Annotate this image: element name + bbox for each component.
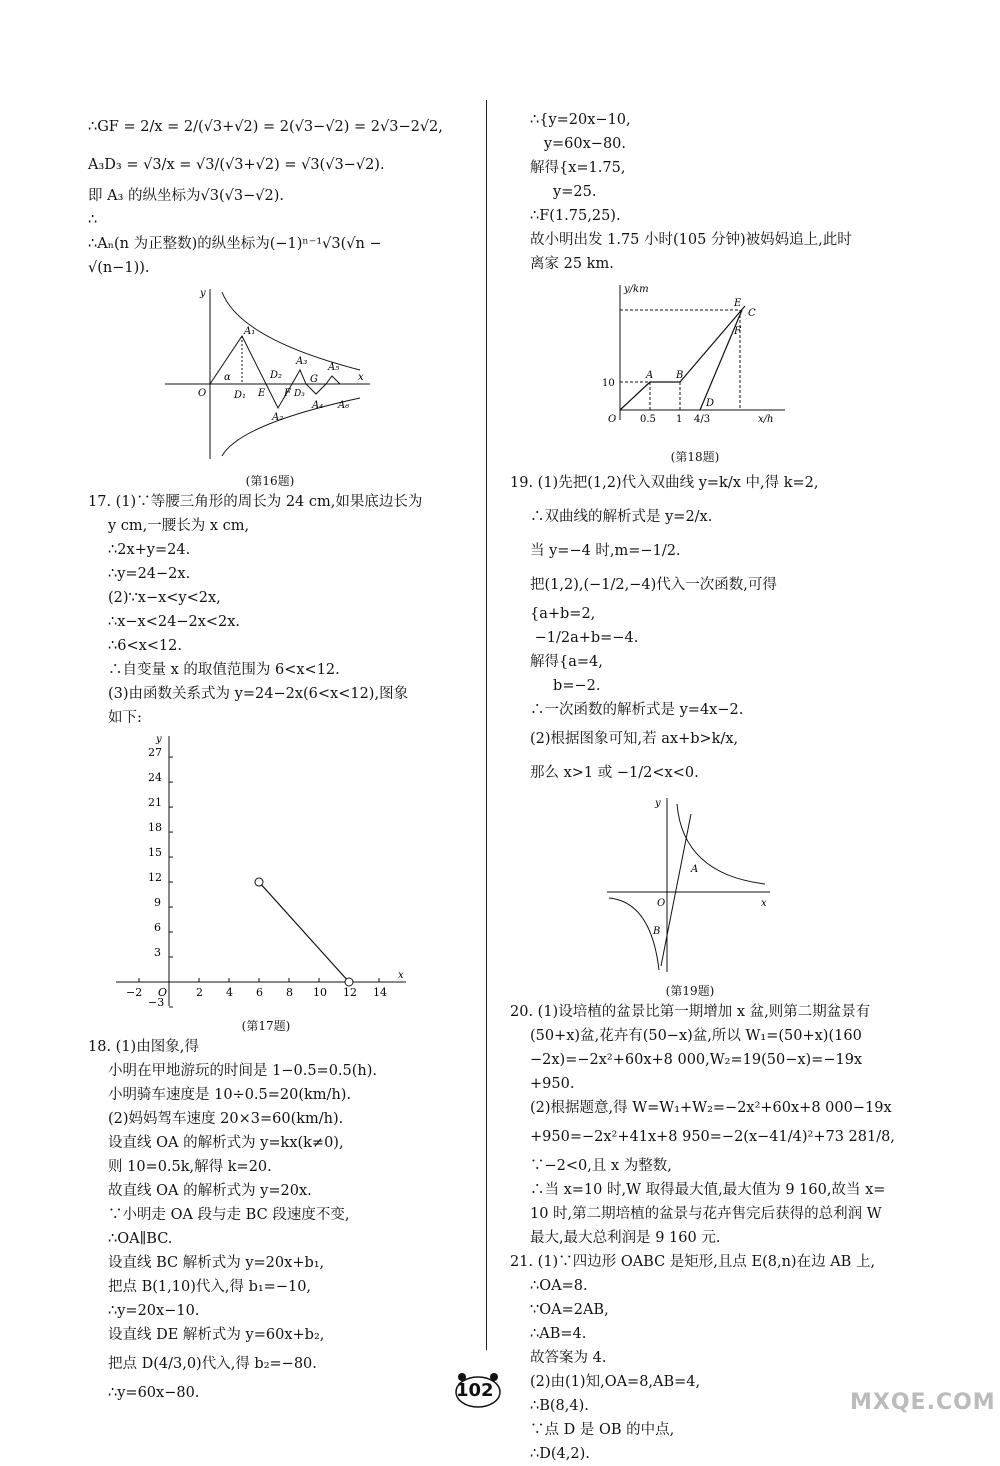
text-line: (2)由(1)知,OA=8,AB=4, bbox=[530, 1374, 701, 1390]
fig17-xtick: −2 bbox=[126, 986, 143, 999]
text-line: 则 10=0.5k,解得 k=20. bbox=[108, 1159, 272, 1175]
fig17-ytick: −3 bbox=[148, 996, 165, 1009]
fig16-label: O bbox=[198, 388, 207, 399]
text-line: 21. (1)∵四边形 OABC 是矩形,且点 E(8,n)在边 AB 上, bbox=[510, 1254, 876, 1270]
text-line: √(n−1)). bbox=[88, 260, 150, 276]
text-line: 那么 x>1 或 −1/2<x<0. bbox=[530, 765, 699, 781]
text-line: ∴双曲线的解析式是 y=2/x. bbox=[530, 509, 713, 525]
fig17-xtick: 6 bbox=[256, 986, 263, 999]
text-line: ∴x−x<24−2x<2x. bbox=[108, 614, 241, 630]
fig17-ytick: 18 bbox=[148, 821, 162, 834]
fig17-xtick: 12 bbox=[343, 986, 357, 999]
fig16-label: E bbox=[258, 388, 266, 399]
fig18-label: 1 bbox=[676, 414, 683, 425]
fig17-graph bbox=[116, 734, 416, 1009]
fig17-ytick: 21 bbox=[148, 796, 162, 809]
text-line: 把(1,2),(−1/2,−4)代入一次函数,可得 bbox=[530, 577, 777, 593]
text-line: ∴自变量 x 的取值范围为 6<x<12. bbox=[108, 662, 340, 678]
text-line: 设直线 DE 解析式为 y=60x+b₂, bbox=[108, 1327, 325, 1343]
fig16-label: A₃ bbox=[296, 356, 308, 367]
fig17-caption: (第17题) bbox=[241, 1019, 291, 1033]
text-line: 当 y=−4 时,m=−1/2. bbox=[530, 543, 681, 559]
fig19-label: y bbox=[655, 798, 661, 809]
figure-16 bbox=[160, 284, 476, 490]
fig17-xtick: O bbox=[158, 986, 168, 999]
fig17-line-segment bbox=[259, 882, 349, 982]
text-line: ∴F(1.75,25). bbox=[530, 208, 621, 224]
right-column bbox=[510, 108, 905, 1466]
fig18-label: 10 bbox=[602, 378, 615, 389]
text-line: 把点 D(4/3,0)代入,得 b₂=−80. bbox=[108, 1356, 317, 1372]
text-line: ∴当 x=10 时,W 取得最大值,最大值为 9 160,故当 x= bbox=[530, 1182, 886, 1198]
fig17-ytick: 9 bbox=[154, 896, 161, 909]
fig17-open-endpoint bbox=[255, 878, 263, 886]
fig18-label: 4/3 bbox=[694, 414, 711, 425]
text-line: 20. (1)设培植的盆景比第一期增加 x 盆,则第二期盆景有 bbox=[510, 1004, 871, 1020]
text-line: −1/2a+b=−4. bbox=[530, 630, 639, 646]
fig17-ytick: 6 bbox=[154, 921, 161, 934]
fig18-label: C bbox=[748, 308, 756, 319]
fig16-label: A₂ bbox=[272, 412, 284, 423]
text-line: 18. (1)由图象,得 bbox=[88, 1039, 199, 1055]
page-number-text: 102 bbox=[456, 1380, 494, 1401]
fig17-xtick: 4 bbox=[226, 986, 233, 999]
figure-18 bbox=[600, 280, 905, 466]
text-line: (2)根据题意,得 W=W₁+W₂=−2x²+60x+8 000−19x bbox=[530, 1100, 892, 1116]
text-line: ∴ bbox=[88, 212, 98, 228]
text-line: (2)∵x−x<y<2x, bbox=[108, 590, 221, 606]
fig17-xtick: 14 bbox=[373, 986, 387, 999]
text-line: 解得{x=1.75, bbox=[530, 160, 626, 176]
text-line: ∵OA=2AB, bbox=[530, 1302, 609, 1318]
fig16-label: A₁ bbox=[244, 326, 256, 337]
text-line: 即 A₃ 的纵坐标为√3(√3−√2). bbox=[88, 188, 284, 204]
text-line: y=60x−80. bbox=[530, 136, 627, 152]
text-line: (2)根据图象可知,若 ax+b>k/x, bbox=[530, 731, 739, 747]
fig19-label: B bbox=[653, 926, 661, 937]
column-divider bbox=[486, 100, 487, 1350]
text-line: 故答案为 4. bbox=[530, 1350, 607, 1366]
text-line: ∴OA∥BC. bbox=[108, 1231, 173, 1247]
text-line: 10 时,第二期培植的盆景与花卉售完后获得的总利润 W bbox=[530, 1206, 882, 1222]
text-line: ∴y=20x−10. bbox=[108, 1303, 200, 1319]
text-line: ∴y=24−2x. bbox=[108, 566, 191, 582]
fig17-ytick: 12 bbox=[148, 871, 162, 884]
text-line: ∴B(8,4). bbox=[530, 1398, 589, 1414]
text-line: 如下: bbox=[108, 710, 142, 726]
text-line: ∴2x+y=24. bbox=[108, 542, 191, 558]
left-column bbox=[88, 108, 476, 1405]
fig17-ytick: 27 bbox=[148, 746, 162, 759]
text-line: ∵点 D 是 OB 的中点, bbox=[530, 1422, 675, 1438]
text-line: +950=−2x²+41x+8 950=−2(x−41/4)²+73 281/8, bbox=[530, 1129, 895, 1145]
fig18-label: y/km bbox=[624, 284, 649, 295]
fig17-xtick: 10 bbox=[313, 986, 327, 999]
fig16-label: α bbox=[224, 372, 231, 383]
fig16-label: D₁ bbox=[234, 390, 247, 401]
fig18-graph bbox=[600, 280, 790, 440]
text-line: 故直线 OA 的解析式为 y=20x. bbox=[108, 1183, 312, 1199]
text-line: ∵小明走 OA 段与走 BC 段速度不变, bbox=[108, 1207, 350, 1223]
fig18-label: F bbox=[734, 326, 741, 337]
fig18-label: D bbox=[706, 398, 715, 409]
fig18-label: 0.5 bbox=[640, 414, 656, 425]
fig17-ytick: 3 bbox=[154, 946, 161, 959]
fig17-xtick: 2 bbox=[196, 986, 203, 999]
text-line: ∴D(4,2). bbox=[530, 1446, 590, 1462]
text-line: 小明骑车速度是 10÷0.5=20(km/h). bbox=[108, 1087, 352, 1103]
text-line: +950. bbox=[530, 1076, 575, 1092]
text-line: b=−2. bbox=[530, 678, 601, 694]
fig16-graph bbox=[160, 284, 380, 464]
text-line: 17. (1)∵等腰三角形的周长为 24 cm,如果底边长为 bbox=[88, 494, 423, 510]
text-line: ∴AB=4. bbox=[530, 1326, 587, 1342]
fig18-label: x/h bbox=[758, 414, 774, 425]
text-line: {a+b=2, bbox=[530, 606, 596, 622]
fig18-label: O bbox=[608, 414, 617, 425]
watermark: MXQE.COM bbox=[850, 1390, 996, 1415]
text-line: 解得{a=4, bbox=[530, 654, 603, 670]
fig16-label: x bbox=[358, 372, 364, 383]
text-line: 设直线 OA 的解析式为 y=kx(k≠0), bbox=[108, 1135, 344, 1151]
text-line: (2)妈妈驾车速度 20×3=60(km/h). bbox=[108, 1111, 344, 1127]
fig17-axis-y: y bbox=[156, 734, 162, 745]
text-line: A₃D₃ = √3/x = √3/(√3+√2) = √3(√3−√2). bbox=[88, 157, 385, 173]
fig16-label: G bbox=[310, 374, 318, 385]
text-line: 离家 25 km. bbox=[530, 256, 614, 272]
fig16-label: y bbox=[200, 288, 206, 299]
page-number bbox=[452, 1372, 512, 1412]
fig16-label: D₃ bbox=[294, 389, 305, 399]
fig19-label: A bbox=[691, 864, 699, 875]
fig16-label: A₄ bbox=[312, 400, 324, 411]
text-line: ∴OA=8. bbox=[530, 1278, 588, 1294]
figure-17 bbox=[116, 734, 476, 1035]
fig17-axis-x: x bbox=[398, 970, 404, 981]
fig18-label: B bbox=[676, 370, 684, 381]
text-line: 19. (1)先把(1,2)代入双曲线 y=k/x 中,得 k=2, bbox=[510, 475, 819, 491]
text-line: (3)由函数关系式为 y=24−2x(6<x<12),图象 bbox=[108, 686, 409, 702]
text-line: y=25. bbox=[530, 184, 597, 200]
fig17-ytick: 15 bbox=[148, 846, 162, 859]
fig17-ytick: 24 bbox=[148, 771, 162, 784]
figure-19 bbox=[605, 794, 905, 1000]
text-line: 故小明出发 1.75 小时(105 分钟)被妈妈追上,此时 bbox=[530, 232, 852, 248]
fig16-label: F bbox=[284, 388, 291, 399]
text-line: y cm,一腰长为 x cm, bbox=[108, 518, 250, 534]
text-line: 把点 B(1,10)代入,得 b₁=−10, bbox=[108, 1279, 312, 1295]
text-line: (50+x)盆,花卉有(50−x)盆,所以 W₁=(50+x)(160 bbox=[530, 1028, 862, 1044]
text-line: ∴一次函数的解析式是 y=4x−2. bbox=[530, 702, 744, 718]
text-line: ∴y=60x−80. bbox=[108, 1385, 200, 1401]
text-line: −2x)=−2x²+60x+8 000,W₂=19(50−x)=−19x bbox=[530, 1052, 863, 1068]
text-line: 最大,最大总利润是 9 160 元. bbox=[530, 1230, 721, 1246]
text-line: ∴GF = 2/x = 2/(√3+√2) = 2(√3−√2) = 2√3−2√2, bbox=[88, 119, 443, 135]
text-line: ∴6<x<12. bbox=[108, 638, 182, 654]
text-line: ∵−2<0,且 x 为整数, bbox=[530, 1158, 672, 1174]
fig16-label: A₅ bbox=[328, 362, 340, 373]
fig19-label: O bbox=[657, 898, 666, 909]
text-line: ∴Aₙ(n 为正整数)的纵坐标为(−1)ⁿ⁻¹√3(√n − bbox=[88, 236, 382, 252]
fig18-label: E bbox=[734, 298, 742, 309]
text-line: 设直线 BC 解析式为 y=20x+b₁, bbox=[108, 1255, 325, 1271]
fig16-label: D₂ bbox=[270, 370, 283, 381]
fig17-xtick: 8 bbox=[286, 986, 293, 999]
fig18-label: A bbox=[646, 370, 654, 381]
fig19-caption: (第19题) bbox=[665, 984, 715, 998]
fig16-label: A₆ bbox=[338, 400, 350, 411]
fig17-open-endpoint bbox=[345, 978, 353, 986]
fig16-caption: (第16题) bbox=[245, 474, 295, 488]
fig18-caption: (第18题) bbox=[670, 450, 720, 464]
text-line: ∴{y=20x−10, bbox=[530, 112, 631, 128]
text-line: 小明在甲地游玩的时间是 1−0.5=0.5(h). bbox=[108, 1063, 378, 1079]
fig19-graph bbox=[605, 794, 775, 974]
fig19-label: x bbox=[761, 898, 767, 909]
